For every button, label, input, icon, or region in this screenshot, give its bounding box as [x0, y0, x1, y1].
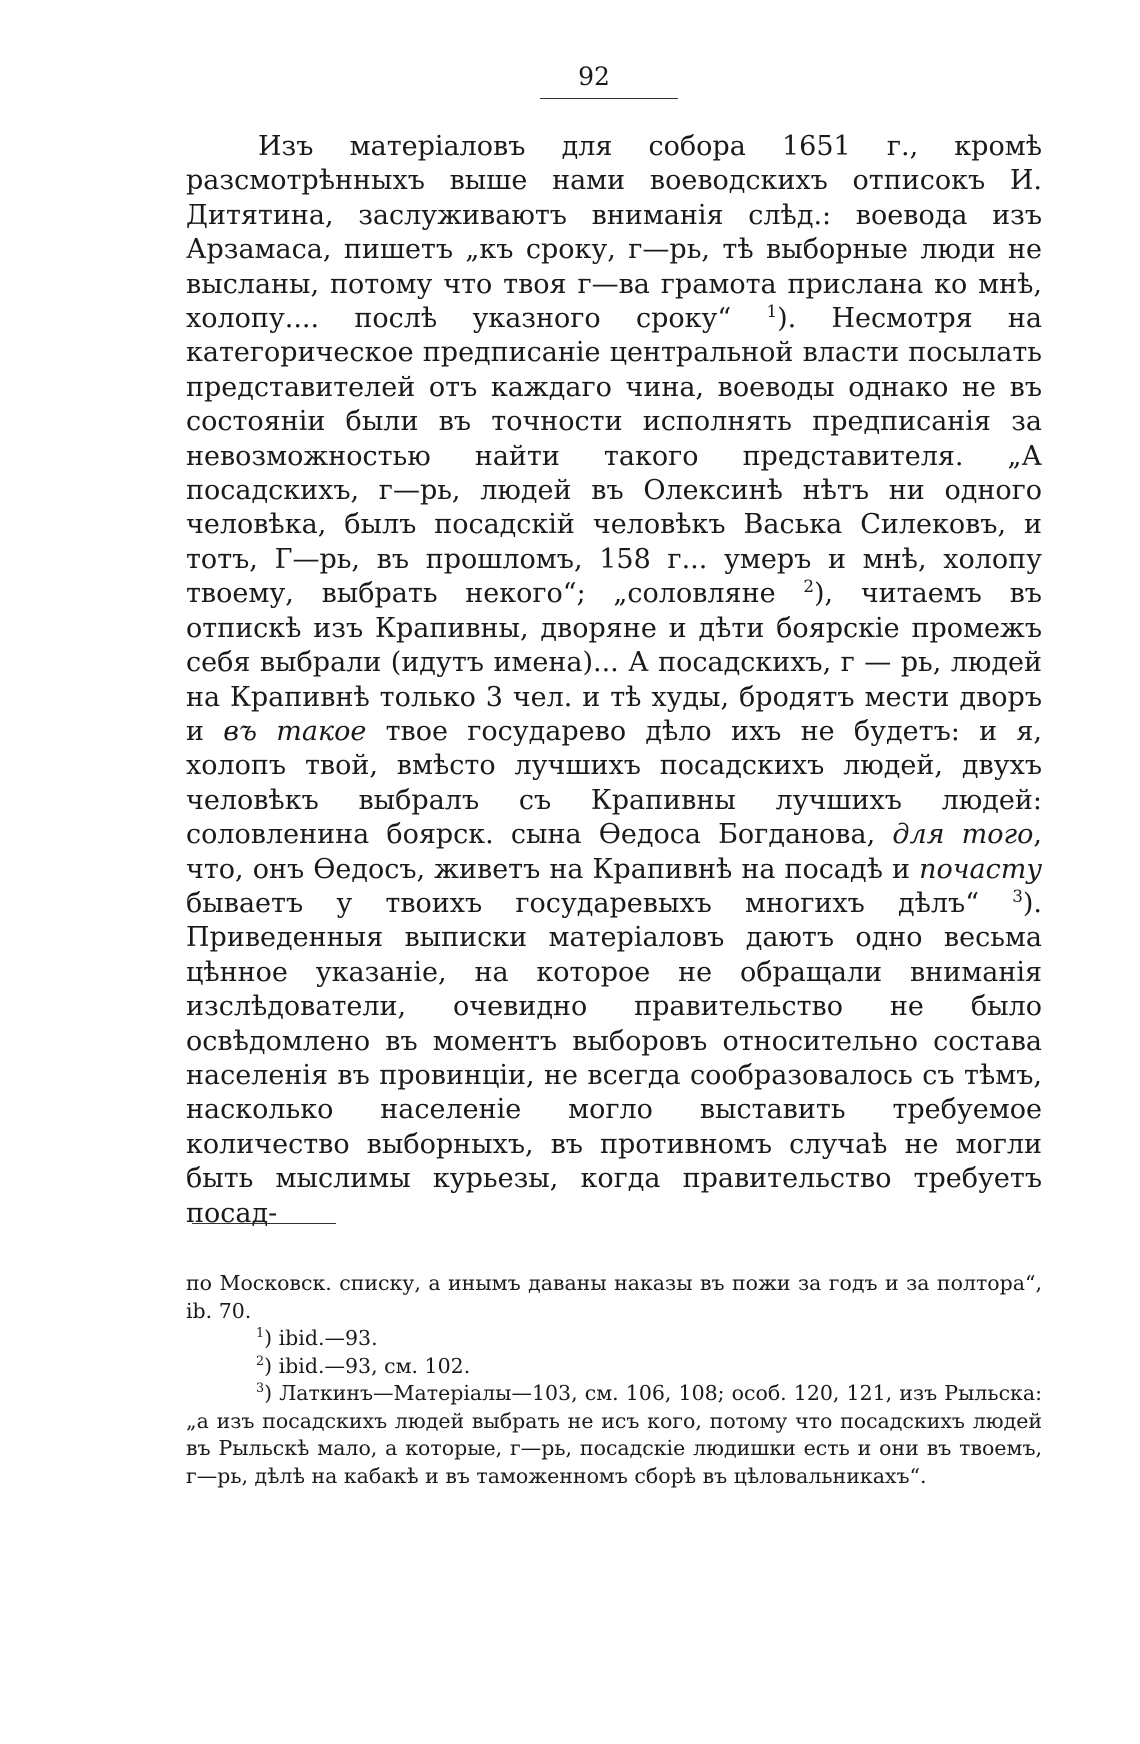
- text-run: твое государево дѣло ихъ не будетъ: и я, холопъ твой, вмѣсто лучшихъ посадскихъ людей, двухъ человѣкъ выбралъ съ Крапивны лучшихъ людей: соловленина боярск. сына Өедоса Богданова,: [186, 715, 1043, 851]
- footnote: [186, 1353, 1042, 1381]
- footnotes-section: [186, 1270, 1042, 1490]
- italic-text: почасту: [919, 853, 1042, 885]
- footnote-text: ) Латкинъ—Матеріалы—103, см. 106, 108; особ. 120, 121, изъ Рыльска: „а изъ посадскихъ людей выбрать не исъ кого, потому что посадскихъ людей въ Рыльскѣ мало, а которые, г—рь, посадскіе людишки есть и они въ твоемъ, г—рь, дѣлѣ на кабакѣ и въ таможенномъ сборѣ въ цѣловальникахъ“.: [186, 1381, 1042, 1488]
- main-paragraph: [186, 130, 1042, 1231]
- footnote-marker: 1: [256, 1325, 265, 1341]
- page-number-rule: [540, 98, 678, 99]
- footnote-marker: 2: [803, 576, 814, 597]
- footnote-marker: 3: [1012, 885, 1023, 906]
- footnote-marker: 2: [256, 1352, 265, 1368]
- footnote-text: ) ibid.—93.: [264, 1326, 378, 1350]
- italic-text: для того: [892, 819, 1034, 851]
- text-run: , что, онъ Өедосъ, живетъ на Крапивнѣ на посадѣ и: [186, 819, 1043, 885]
- text-run: Изъ матеріаловъ для собора 1651 г., кромѣ разсмотрѣнныхъ выше нами воеводскихъ отписокъ И. Дитятина, заслуживаютъ вниманія слѣд.: воевода изъ Арзамаса, пишетъ „къ сроку, г—рь, тѣ выборные люди не высланы, потому что твоя г—ва грамота прислана ко мнѣ, холопу.... послѣ указного сроку“: [186, 131, 1042, 335]
- footnote-marker: 1: [766, 301, 778, 322]
- footnote-text: ) ibid.—93, см. 102.: [264, 1353, 471, 1378]
- footnote-separator: [192, 1223, 336, 1224]
- italic-text: въ такое: [223, 715, 367, 747]
- footnote: [186, 1325, 1042, 1353]
- footnote-text: по Московск. списку, а инымъ даваны наказы въ пожи за годъ и за полтора“, ib. 70.: [186, 1271, 1042, 1323]
- page-number: 92: [578, 62, 610, 91]
- footnote-marker: 3: [256, 1380, 265, 1396]
- text-run: бываетъ у твоихъ государевыхъ многихъ дѣлъ“: [186, 887, 1013, 919]
- text-run: ), читаемъ въ отпискѣ изъ Крапивны, дворяне и дѣти боярскіе промежъ себя выбрали (идутъ имена)... А посадскихъ, г — рь, людей на Крапивнѣ только 3 чел. и тѣ худы, бродятъ мести дворъ и: [186, 578, 1042, 747]
- text-run: ). Приведенныя выписки матеріаловъ даютъ одно весьма цѣнное указаніе, на которое не обращали вниманія изслѣдователи, очевидно правительство не было освѣдомлено въ моментъ выборовъ относительно состава населенія въ провинціи, не всегда сообразовалось съ тѣмъ, насколько населеніе могло выставить требуемое количество выборныхъ, въ противномъ случаѣ не могли быть мыслимы курьезы, когда правительство требуетъ посад-: [186, 887, 1042, 1229]
- footnote: [186, 1270, 1042, 1325]
- text-run: ). Несмотря на категорическое предписаніе центральной власти посылать представителей отъ каждаго чина, воеводы однако не въ состояніи были въ точности исполнять предписанія за невозможностью найти такого представителя. „А посадскихъ, г—рь, людей въ Олексинѣ нѣтъ ни одного человѣка, былъ посадскій человѣкъ Васька Силековъ, и тотъ, Г—рь, въ прошломъ, 158 г... умеръ и мнѣ, холопу твоему, выбрать некого“; „соловляне: [186, 303, 1043, 610]
- footnote: [186, 1380, 1042, 1490]
